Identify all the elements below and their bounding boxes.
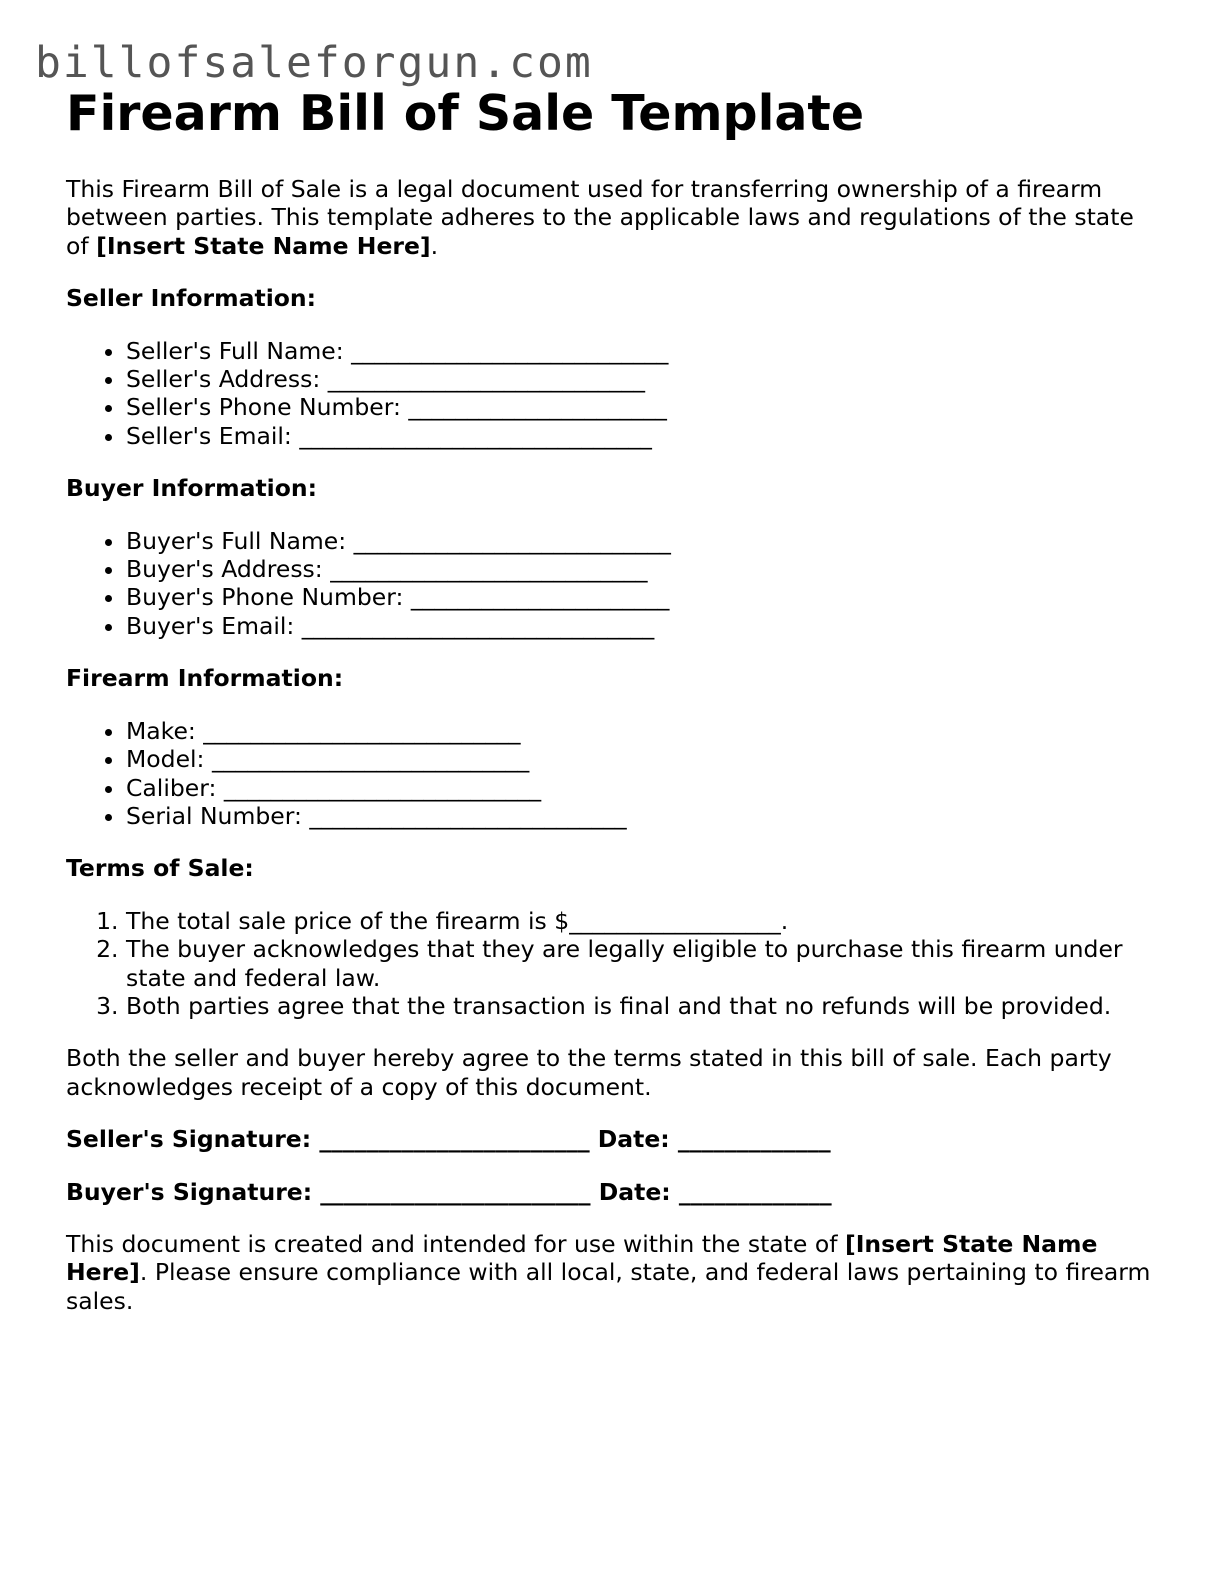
firearm-heading: Firearm Information:: [66, 664, 344, 693]
firearm-field-list: [66, 717, 1156, 831]
intro-end: .: [430, 231, 439, 260]
seller-signature-line: Seller's Signature: _______________________ Date: _____________: [66, 1125, 831, 1154]
document-body: [66, 84, 1156, 1315]
buyer-full-name-field: • Buyer's Full Name: ___________________________: [126, 527, 1156, 555]
seller-full-name-field: • Seller's Full Name: ___________________________: [126, 337, 1156, 365]
firearm-serial-field: • Serial Number: ___________________________: [126, 802, 1156, 830]
agreement-statement: Both the seller and buyer hereby agree to the terms stated in this bill of sale. Each party acknowledges receipt of a copy of this document.: [66, 1044, 1112, 1101]
seller-heading: Seller Information:: [66, 284, 317, 313]
terms-item-final-sale: 3. Both parties agree that the transaction is final and that no refunds will be provided.: [126, 992, 1156, 1020]
firearm-make-field: • Make: ___________________________: [126, 717, 1156, 745]
seller-address-field: • Seller's Address: ___________________________: [126, 365, 1156, 393]
buyer-phone-field: • Buyer's Phone Number: ______________________: [126, 583, 1156, 611]
buyer-heading: Buyer Information:: [66, 474, 318, 503]
seller-field-list: [66, 337, 1156, 451]
terms-item-eligibility: 2. The buyer acknowledges that they are legally eligible to purchase this firearm under state and federal law.: [126, 935, 1156, 992]
buyer-address-field: • Buyer's Address: ___________________________: [126, 555, 1156, 583]
firearm-model-field: • Model: ___________________________: [126, 745, 1156, 773]
seller-email-field: • Seller's Email: ______________________________: [126, 422, 1156, 450]
terms-heading: Terms of Sale:: [66, 854, 254, 883]
seller-phone-field: • Seller's Phone Number: ______________________: [126, 393, 1156, 421]
buyer-email-field: • Buyer's Email: ______________________________: [126, 612, 1156, 640]
buyer-field-list: [66, 527, 1156, 641]
closing-text: This document is created and intended for use within the state of: [66, 1229, 845, 1258]
terms-item-price: 1. The total sale price of the firearm is $__________________.: [126, 907, 1156, 935]
intro-state-placeholder: [Insert State Name Here]: [96, 231, 431, 260]
intro-text: This Firearm Bill of Sale is a legal document used for transferring ownership of a firearm between parties. This template adheres to the applicable laws and regulations of the state of: [66, 175, 1134, 260]
firearm-caliber-field: • Caliber: ___________________________: [126, 774, 1156, 802]
buyer-signature-line: Buyer's Signature: _______________________ Date: _____________: [66, 1177, 832, 1206]
closing-end: . Please ensure compliance with all local, state, and federal laws pertaining to firearm sales.: [66, 1258, 1151, 1315]
document-title: Firearm Bill of Sale Template: [66, 85, 865, 142]
terms-list: [66, 907, 1156, 1021]
site-watermark: billofsaleforgun.com: [35, 38, 593, 88]
intro-paragraph: [66, 175, 1156, 260]
closing-state-placeholder: [Insert State Name Here]: [66, 1229, 1098, 1287]
closing-paragraph: [66, 1230, 1156, 1315]
